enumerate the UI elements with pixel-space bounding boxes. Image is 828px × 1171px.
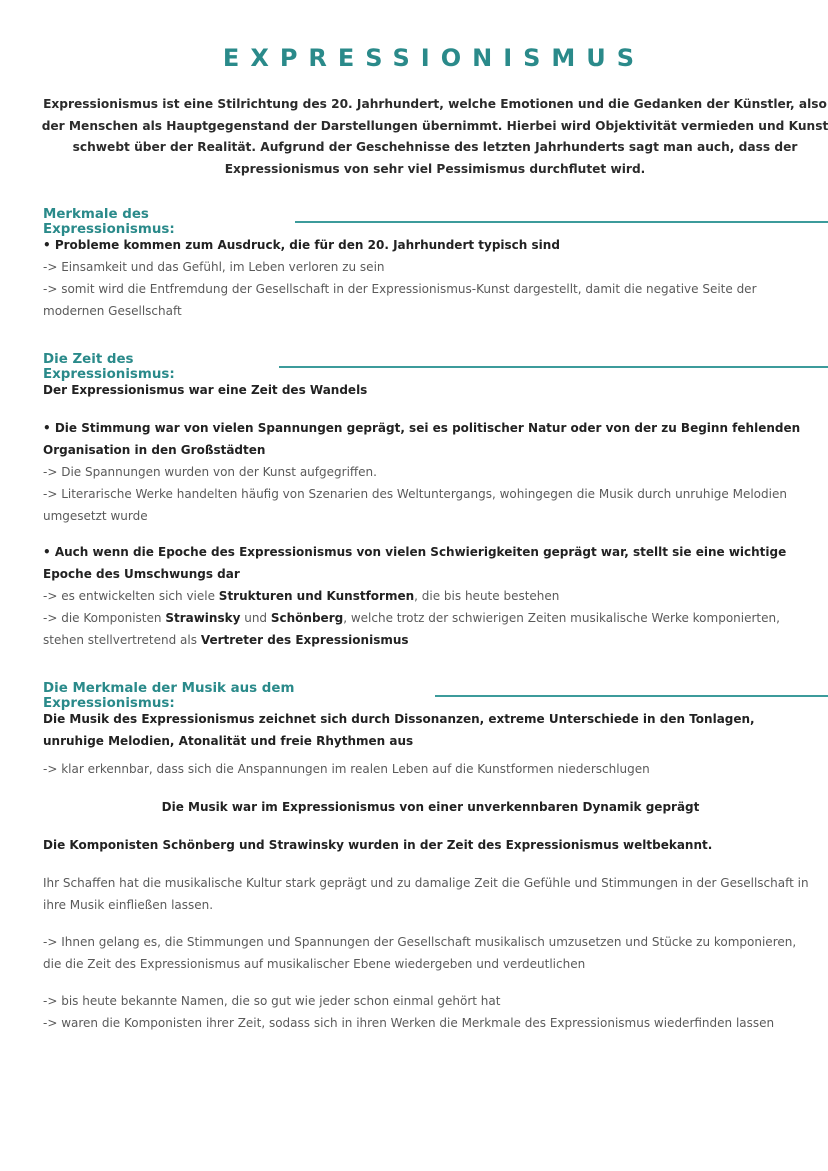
arrow-note: -> die Komponisten Strawinsky und Schönberg, welche trotz der schwierigen Zeiten musikalische Werke komponierten, stehen stellvertretend als Vertreter des Expressionismus: [43, 611, 780, 647]
heading-rule: [435, 695, 828, 697]
section-heading-label: Die Zeit des Expressionismus:: [43, 352, 175, 382]
section-heading-merkmale: [43, 207, 828, 237]
highlight-text: Vertreter des Expressionismus: [200, 633, 409, 647]
section-musik-para-2: [43, 931, 818, 975]
bullet-point: • Die Stimmung war von vielen Spannungen geprägt, sei es politischer Natur oder von der zu Beginn fehlenden Organisation in den Großstädten: [43, 421, 801, 457]
section-heading-label: Die Merkmale der Musik aus dem Expressionismus:: [43, 681, 295, 711]
paragraph: Ihr Schaffen hat die musikalische Kultur stark geprägt und zu damalige Zeit die Gefühle und Stimmungen in der Gesellschaft in ihre Musik einfließen lassen.: [43, 876, 809, 912]
section-zeit-lead: [43, 379, 818, 401]
bullet-point: • Auch wenn die Epoche des Expressionismus von vielen Schwierigkeiten geprägt war, stellt sie eine wichtige Epoche des Umschwungs dar: [43, 545, 787, 581]
heading-rule: [279, 366, 828, 368]
section-merkmale-body: [43, 234, 818, 322]
paragraph: -> Ihnen gelang es, die Stimmungen und Spannungen der Gesellschaft musikalisch umzusetzen und Stücke zu komponieren, die die Zeit des Expressionismus auf musikalischer Ebene wiedergeben und verdeutlichen: [43, 935, 797, 971]
composers-statement: Die Komponisten Schönberg und Strawinsky wurden in der Zeit des Expressionismus weltbekannt.: [43, 838, 713, 852]
arrow-note: -> klar erkennbar, dass sich die Anspannungen im realen Leben auf die Kunstformen niederschlugen: [43, 762, 650, 776]
bullet-point: • Probleme kommen zum Ausdruck, die für den 20. Jahrhundert typisch sind: [43, 238, 560, 252]
section-musik-arrows: [43, 990, 818, 1034]
lead-sentence: Die Musik des Expressionismus zeichnet sich durch Dissonanzen, extreme Unterschiede in den Tonlagen, unruhige Melodien, Atonalität und freie Rhythmen aus: [43, 712, 755, 748]
section-musik-composers: [43, 834, 818, 856]
arrow-note: -> Einsamkeit und das Gefühl, im Leben verloren zu sein: [43, 260, 385, 274]
section-zeit-bullet-1: [43, 417, 818, 527]
highlight-text: Schönberg: [270, 611, 344, 625]
section-musik-centered: [43, 796, 818, 818]
lead-sentence: Der Expressionismus war eine Zeit des Wandels: [43, 383, 368, 397]
section-musik-arrow: [43, 758, 818, 780]
section-musik-lead: [43, 708, 818, 752]
centered-statement: Die Musik war im Expressionismus von einer unverkennbaren Dynamik geprägt: [161, 800, 700, 814]
arrow-note: -> bis heute bekannte Namen, die so gut wie jeder schon einmal gehört hat: [43, 994, 501, 1008]
section-heading-label: Merkmale des Expressionismus:: [43, 207, 175, 237]
intro-paragraph: Expressionismus ist eine Stilrichtung des 20. Jahrhundert, welche Emotionen und die Gedanken der Künstler, also der Menschen als Hauptgegenstand der Darstellungen übernimmt. Hierbei wird Objektivität vermieden und Kunst schwebt über der Realität. Aufgrund der Geschehnisse des letzten Jahrhunderts sagt man auch, dass der Expressionismus von sehr viel Pessimismus durchflutet wird.: [41, 97, 828, 176]
heading-rule: [295, 221, 828, 223]
section-heading-musik: [43, 681, 828, 711]
page-title: EXPRESSIONISMUS: [222, 44, 646, 72]
arrow-note: -> somit wird die Entfremdung der Gesellschaft in der Expressionismus-Kunst dargestellt, damit die negative Seite der modernen Gesellschaft: [43, 282, 757, 318]
section-zeit-bullet-2: [43, 541, 818, 651]
highlight-text: Strawinsky: [165, 611, 241, 625]
arrow-note: -> waren die Komponisten ihrer Zeit, sodass sich in ihren Werken die Merkmale des Expressionismus wiederfinden lassen: [43, 1016, 775, 1030]
highlight-text: Strukturen und Kunstformen: [218, 589, 415, 603]
arrow-note: -> Literarische Werke handelten häufig von Szenarien des Weltuntergangs, wohingegen die Musik durch unruhige Melodien umgesetzt wurde: [43, 487, 787, 523]
arrow-note: -> Die Spannungen wurden von der Kunst aufgegriffen.: [43, 465, 377, 479]
section-heading-zeit: [43, 352, 828, 382]
section-musik-para-1: [43, 872, 818, 916]
arrow-note: -> es entwickelten sich viele Strukturen und Kunstformen, die bis heute bestehen: [43, 589, 560, 603]
